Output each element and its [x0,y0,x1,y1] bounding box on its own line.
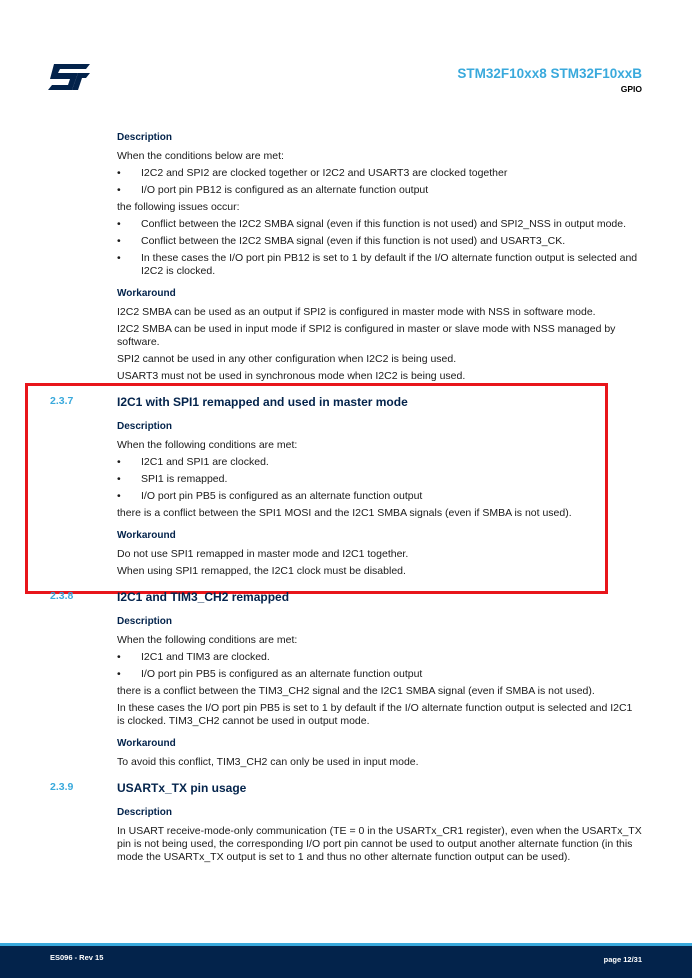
page-content [50,131,642,868]
section-title: USARTx_TX pin usage [117,781,247,795]
list-item: • I2C1 and SPI1 are clocked. [117,456,642,469]
section-number: 2.3.7 [50,395,74,407]
list-item: • I/O port pin PB12 is configured as an alternate function output [117,184,642,197]
paragraph: To avoid this conflict, TIM3_CH2 can only be used in input mode. [117,756,419,768]
description-heading: Description [117,616,173,627]
description-heading: Description [117,421,173,432]
list-item: • I2C1 and TIM3 are clocked. [117,651,642,664]
bullet-list [117,456,642,503]
paragraph: I2C2 SMBA can be used as an output if SPI2 is configured in master mode with NSS in software mode. [117,306,596,318]
list-item: • In these cases the I/O port pin PB12 is set to 1 by default if the I/O alternate function output is selected and I2C2 is clocked. [117,252,642,278]
paragraph: When the conditions below are met: [117,150,284,162]
list-item: • I2C2 and SPI2 are clocked together or I2C2 and USART3 are clocked together [117,167,642,180]
section-number: 2.3.8 [50,590,74,602]
paragraph: I2C2 SMBA can be used in input mode if SPI2 is configured in master or slave mode with NSS managed by software. [117,323,616,348]
workaround-heading: Workaround [117,738,176,749]
section-number: 2.3.9 [50,781,74,793]
bullet-list [117,167,642,197]
bullet-list [117,651,642,681]
document-title: STM32F10xx8 STM32F10xxB [457,66,642,81]
list-item: • I/O port pin PB5 is configured as an alternate function output [117,668,642,681]
section-title: I2C1 with SPI1 remapped and used in master mode [117,395,408,409]
list-item: • I/O port pin PB5 is configured as an alternate function output [117,490,642,503]
paragraph: there is a conflict between the SPI1 MOSI and the I2C1 SMBA signals (even if SMBA is not used). [117,507,572,519]
paragraph: SPI2 cannot be used in any other configuration when I2C2 is being used. [117,353,457,365]
paragraph: In USART receive-mode-only communication (TE = 0 in the USARTx_CR1 register), even when the USARTx_TX pin is not being used, the corresponding I/O port pin cannot be used to output another alternate function (in this mode the USARTx_TX output is set to 1 and thus no other alternate function output can be used). [117,825,642,863]
list-item: • Conflict between the I2C2 SMBA signal (even if this function is not used) and SPI2_NSS in output mode. [117,218,642,231]
footer-bar [0,946,692,978]
description-heading: Description [117,132,173,143]
list-item: • Conflict between the I2C2 SMBA signal (even if this function is not used) and USART3_CK. [117,235,642,248]
bullet-list [117,218,642,278]
description-heading: Description [117,807,173,818]
section-heading-2-3-7 [50,395,642,410]
document-section: GPIO [620,84,642,94]
workaround-heading: Workaround [117,288,176,299]
section-title: I2C1 and TIM3_CH2 remapped [117,590,290,604]
paragraph: When the following conditions are met: [117,634,298,646]
paragraph: there is a conflict between the TIM3_CH2 signal and the I2C1 SMBA signal (even if SMBA is not used). [117,685,595,697]
workaround-heading: Workaround [117,530,176,541]
list-item: • SPI1 is remapped. [117,473,642,486]
section-heading-2-3-9 [50,781,642,796]
paragraph: Do not use SPI1 remapped in master mode and I2C1 together. [117,548,409,560]
document-revision: ES096 - Rev 15 [50,953,104,962]
paragraph: USART3 must not be used in synchronous mode when I2C2 is being used. [117,370,466,382]
section-heading-2-3-8 [50,590,642,605]
st-logo-icon [48,64,90,90]
paragraph: When using SPI1 remapped, the I2C1 clock must be disabled. [117,565,406,577]
paragraph: In these cases the I/O port pin PB5 is set to 1 by default if the I/O alternate function output is selected and I2C1 is clocked. TIM3_CH2 cannot be used in output mode. [117,702,633,727]
page-number: page 12/31 [603,955,642,964]
paragraph: the following issues occur: [117,201,240,213]
paragraph: When the following conditions are met: [117,439,298,451]
